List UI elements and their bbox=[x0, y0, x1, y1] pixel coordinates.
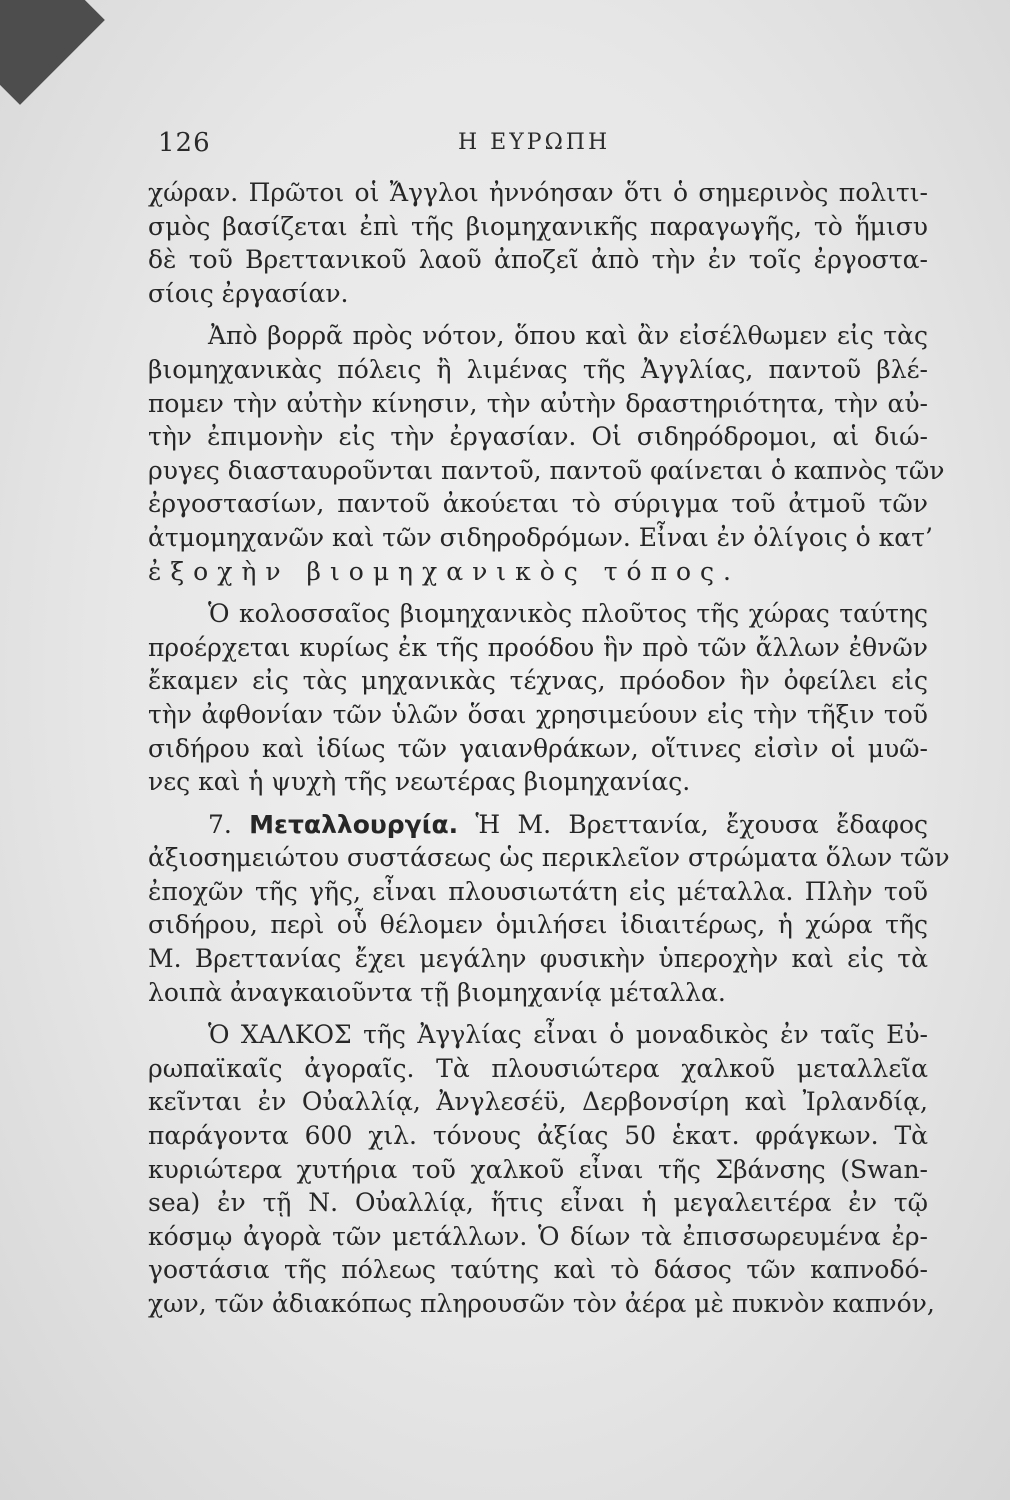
text-line: ἐποχῶν τῆς γῆς, εἶναι πλουσιωτάτη εἰς μέταλλα. Πλὴν τοῦ bbox=[148, 876, 928, 906]
text-line: παράγοντα 600 χιλ. τόνους ἀξίας 50 ἑκατ. φράγκων. Τὰ bbox=[148, 1121, 928, 1151]
text-line: τὴν ἐπιμονὴν εἰς τὴν ἐργασίαν. Οἱ σιδηρόδρομοι, αἱ διώ- bbox=[148, 422, 928, 452]
text-line: ἀτμομηχανῶν καὶ τῶν σιδηροδρόμων. Εἶναι ἐν ὀλίγοις ὁ κατ’ bbox=[148, 522, 933, 552]
text-line: ἔκαμεν εἰς τὰς μηχανικὰς τέχνας, πρόοδον ἣν ὀφείλει εἰς bbox=[148, 666, 928, 696]
running-title: Η ΕΥΡΩΠΗ bbox=[458, 130, 611, 155]
paragraph bbox=[148, 176, 928, 310]
text-line: σμὸς βασίζεται ἐπὶ τῆς βιομηχανικῆς παραγωγῆς, τὸ ἥμισυ bbox=[148, 211, 928, 241]
text-line: προέρχεται κυρίως ἐκ τῆς προόδου ἣν πρὸ τῶν ἄλλων ἐθνῶν bbox=[148, 632, 928, 662]
text-line: δὲ τοῦ Βρεττανικοῦ λαοῦ ἀποζεῖ ἀπὸ τὴν ἐν τοῖς ἐργοστα- bbox=[148, 245, 928, 275]
text-line: κυριώτερα χυτήρια τοῦ χαλκοῦ εἶναι τῆς Σβάνσης (Swan- bbox=[148, 1154, 928, 1184]
text-line: Μ. Βρεττανίας ἔχει μεγάλην φυσικὴν ὑπεροχὴν καὶ εἰς τὰ bbox=[148, 944, 928, 974]
text-line: βιομηχανικὰς πόλεις ἢ λιμένας τῆς Ἀγγλίας, παντοῦ βλέ- bbox=[148, 354, 928, 384]
paragraph-section-7 bbox=[148, 808, 950, 1010]
text-fragment: Ἡ Μ. Βρεττανία, ἔχουσα ἔδαφος bbox=[475, 809, 928, 839]
section-number: 7. bbox=[208, 809, 232, 839]
text-line: Ὁ ΧΑΛΚΟΣ τῆς Ἀγγλίας εἶναι ὁ μοναδικὸς ἐν ταῖς Εὐ- bbox=[208, 1020, 928, 1050]
text-line: κόσμῳ ἀγορὰ τῶν μετάλλων. Ὁ δίων τὰ ἐπισσωρευμένα ἐρ- bbox=[148, 1221, 928, 1251]
text-line: ρωπαϊκαῖς ἀγοραῖς. Τὰ πλουσιώτερα χαλκοῦ μεταλλεῖα bbox=[148, 1053, 928, 1083]
torn-corner bbox=[0, 0, 105, 105]
page-header bbox=[158, 128, 918, 168]
text-line: Ὁ κολοσσαῖος βιομηχανικὸς πλοῦτος τῆς χώρας ταύτης bbox=[208, 599, 928, 629]
text-line: σίοις ἐργασίαν. bbox=[148, 278, 349, 308]
paragraph bbox=[148, 597, 928, 799]
text-line: λοιπὰ ἀναγκαιοῦντα τῇ βιομηχανίᾳ μέταλλα. bbox=[148, 977, 726, 1007]
text-line: ρυγες διασταυροῦνται παντοῦ, παντοῦ φαίνεται ὁ καπνὸς τῶν bbox=[148, 455, 945, 485]
text-line: Ἀπὸ βορρᾶ πρὸς νότον, ὅπου καὶ ἂν εἰσέλθωμεν εἰς τὰς bbox=[208, 321, 928, 351]
text-line: σιδήρου, περὶ οὗ θέλομεν ὁμιλήσει ἰδιαιτέρως, ἡ χώρα τῆς bbox=[148, 910, 928, 940]
body-text bbox=[148, 176, 950, 1321]
text-line: sea) ἐν τῇ Ν. Οὐαλλίᾳ, ἥτις εἶναι ἡ μεγαλειτέρα ἐν τῷ bbox=[148, 1188, 928, 1218]
text-line: χων, τῶν ἀδιακόπως πληρουσῶν τὸν ἀέρα μὲ πυκνὸν καπνόν, bbox=[148, 1289, 935, 1318]
text-line: τὴν ἀφθονίαν τῶν ὑλῶν ὅσαι χρησιμεύουν εἰς τὴν τῆξιν τοῦ bbox=[148, 699, 928, 729]
text-line: πομεν τὴν αὐτὴν κίνησιν, τὴν αὐτὴν δραστηριότητα, τὴν αὐ- bbox=[148, 388, 928, 418]
text-line: κεῖνται ἐν Οὐαλλίᾳ, Ἀνγλεσέϋ, Δερβονσίρη καὶ Ἰρλανδίᾳ, bbox=[148, 1087, 928, 1117]
text-line: χώραν. Πρῶτοι οἱ Ἄγγλοι ἠννόησαν ὅτι ὁ σημερινὸς πολιτι- bbox=[148, 178, 928, 207]
text-line: ἀξιοσημειώτου συστάσεως ὡς περικλεῖον στρώματα ὅλων τῶν bbox=[148, 843, 950, 873]
text-line: γοστάσια τῆς πόλεως ταύτης καὶ τὸ δάσος τῶν καπνοδό- bbox=[148, 1255, 928, 1285]
text-line: νες καὶ ἡ ψυχὴ τῆς νεωτέρας βιομηχανίας. bbox=[148, 767, 691, 797]
page-number: 126 bbox=[158, 128, 211, 158]
paragraph bbox=[148, 1018, 935, 1320]
section-heading-line bbox=[148, 808, 928, 842]
spaced-emphasis-line: ἐξοχὴν βιομηχανικὸς τόπος. bbox=[148, 556, 741, 586]
section-heading: Μεταλλουργία. bbox=[249, 809, 459, 839]
text-line: σιδήρου καὶ ἰδίως τῶν γαιανθράκων, οἵτινες εἰσὶν οἱ μυῶ- bbox=[148, 733, 928, 763]
text-line: ἐργοστασίων, παντοῦ ἀκούεται τὸ σύριγμα τοῦ ἀτμοῦ τῶν bbox=[148, 489, 928, 519]
paragraph bbox=[148, 319, 945, 588]
